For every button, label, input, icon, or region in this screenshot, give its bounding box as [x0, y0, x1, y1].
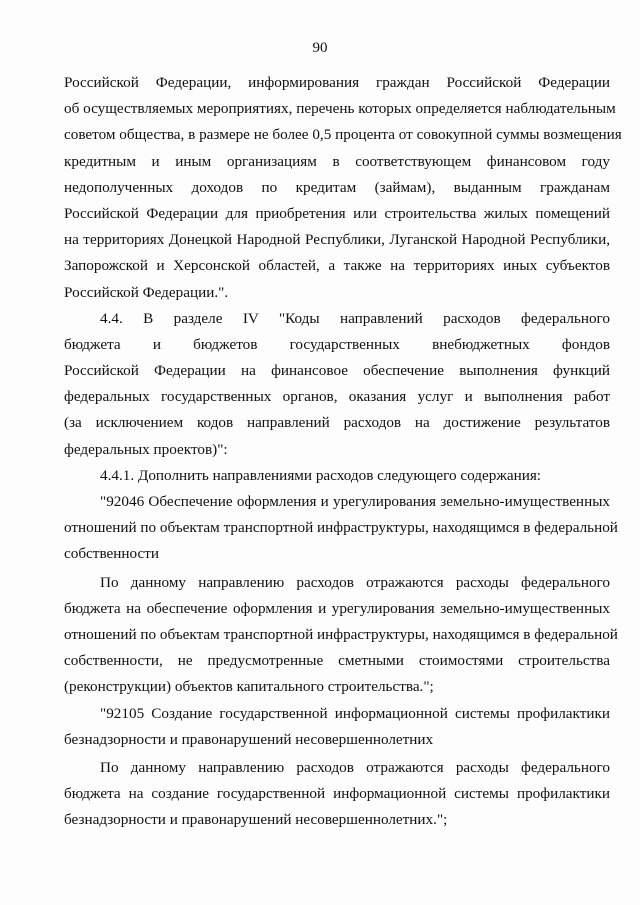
text-line: безнадзорности и правонарушений несовершеннолетних	[64, 730, 434, 748]
text-line: 4.4.1. Дополнить направлениями расходов следующего содержания:	[100, 466, 542, 484]
text-line: отношений по объектам транспортной инфраструктуры, находящимся в федеральной	[64, 519, 618, 537]
document-body	[64, 70, 622, 833]
text-line: "92105 Создание государственной информационной системы профилактики	[100, 704, 610, 722]
text-line: бюджета и бюджетов государственных внебюджетных фондов	[64, 335, 610, 353]
page-number: 90	[312, 40, 328, 56]
text-line: (за исключением кодов направлений расходов на достижение результатов	[64, 414, 610, 432]
text-line: собственности	[64, 545, 159, 563]
text-line: федеральных государственных органов, оказания услуг и выполнения работ	[64, 388, 610, 406]
text-line: Запорожской и Херсонской областей, а также на территориях иных субъектов	[64, 257, 610, 275]
text-line: отношений по объектам транспортной инфраструктуры, находящимся в федеральной	[64, 625, 618, 643]
text-line: Российской Федерации.".	[64, 283, 229, 301]
text-line: недополученных доходов по кредитам (займам), выданным гражданам	[64, 178, 610, 196]
text-line: собственности, не предусмотренные сметными стоимостями строительства	[64, 652, 610, 670]
text-line: Российской Федерации на финансовое обеспечение выполнения функций	[64, 362, 610, 380]
text-line: кредитным и иным организациям в соответствующем финансовом году	[64, 152, 610, 170]
text-line: об осуществляемых мероприятиях, перечень которых определяется наблюдательным	[64, 100, 616, 118]
text-line: бюджета на создание государственной информационной системы профилактики	[64, 785, 610, 803]
text-line: По данному направлению расходов отражаются расходы федерального	[100, 758, 610, 776]
text-line: "92046 Обеспечение оформления и урегулирования земельно-имущественных	[100, 493, 610, 510]
text-line: на территориях Донецкой Народной Республики, Луганской Народной Республики,	[64, 231, 610, 249]
text-line: бюджета на обеспечение оформления и урегулирования земельно-имущественных	[64, 599, 610, 617]
text-line: (реконструкции) объектов капитального строительства.";	[64, 678, 434, 696]
text-line: федеральных проектов)":	[64, 440, 228, 458]
text-line: По данному направлению расходов отражаются расходы федерального	[100, 573, 610, 591]
text-line: советом общества, в размере не более 0,5 процента от совокупной суммы возмещения	[64, 126, 622, 144]
text-line: Российской Федерации для приобретения или строительства жилых помещений	[64, 204, 610, 222]
text-line: 4.4. В разделе IV "Коды направлений расходов федерального	[100, 309, 610, 327]
text-line: Российской Федерации, информирования граждан Российской Федерации	[64, 74, 610, 91]
text-line: безнадзорности и правонарушений несовершеннолетних.";	[64, 811, 448, 829]
